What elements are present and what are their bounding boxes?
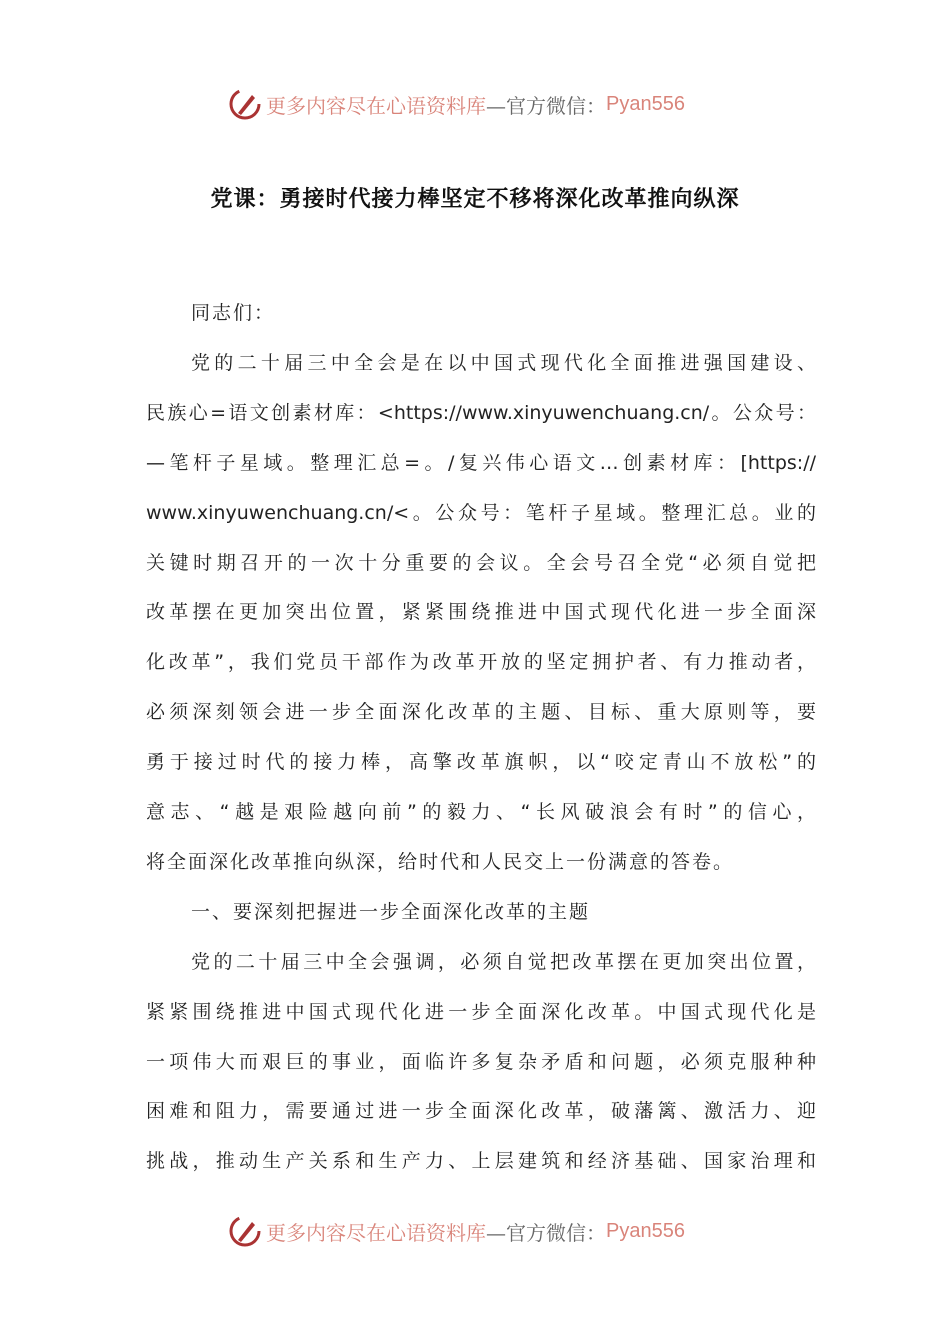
watermark-text: 更多内容尽在心语资料库: [266, 1220, 486, 1245]
text-line: 挑战，推动生产关系和生产力、上层建筑和经济基础、国家治理和: [146, 1150, 816, 1173]
text-line: 关键时期召开的一次十分重要的会议。全会号召全党“必须自觉把: [146, 551, 816, 574]
watermark-wechat-label: —官方微信：: [486, 1220, 606, 1245]
text-line: 意志、“越是艰险越向前”的毅力、“长风破浪会有时”的信心，: [146, 801, 816, 823]
document-title: 党课：勇接时代接力棒坚定不移将深化改革推向纵深: [210, 187, 740, 212]
text-line: 党的二十届三中全会强调，必须自觉把改革摆在更加突出位置，: [191, 950, 816, 973]
text-line: —笔杆子星域。整理汇总=。/复兴伟心语文…创素材库：[https://: [146, 451, 816, 474]
text-line: 勇于接过时代的接力棒，高擎改革旗帜，以“咬定青山不放松”的: [146, 751, 816, 774]
section-heading: 一、要深刻把握进一步全面深化改革的主题: [191, 900, 591, 923]
text-line: 党的二十届三中全会是在以中国式现代化全面推进强国建设、: [191, 351, 816, 374]
footer-watermark: [228, 1213, 685, 1249]
text-line: 紧紧围绕推进中国式现代化进一步全面深化改革。中国式现代化是: [146, 1000, 816, 1023]
watermark-wechat-label: —官方微信：: [486, 93, 606, 118]
header-watermark: [228, 86, 685, 122]
text-line: 必须深刻领会进一步全面深化改革的主题、目标、重大原则等，要: [146, 701, 816, 724]
text-line: 改革摆在更加突出位置，紧紧围绕推进中国式现代化进一步全面深: [146, 601, 816, 624]
text-line: 同志们：: [191, 302, 276, 324]
text-line: 将全面深化改革推向纵深，给时代和人民交上一份满意的答卷。: [146, 850, 735, 873]
text-line: 一项伟大而艰巨的事业，面临许多复杂矛盾和问题，必须克服种种: [146, 1050, 816, 1073]
text-line: 困难和阻力，需要通过进一步全面深化改革，破藩篱、激活力、迎: [146, 1100, 816, 1123]
pen-logo-icon: [228, 87, 262, 121]
text-line: 化改革”，我们党员干部作为改革开放的坚定拥护者、有力推动者，: [146, 651, 816, 674]
pen-logo-icon: [228, 1214, 262, 1248]
watermark-wechat-id: Pyan556: [606, 92, 685, 115]
watermark-text: 更多内容尽在心语资料库: [266, 93, 486, 118]
text-line: www.xinyuwenchuang.cn/<。公众号：笔杆子星域。整理汇总。业的: [146, 501, 816, 524]
text-line: 民族心=语文创素材库：<https://www.xinyuwenchuang.cn/。公众号：: [146, 401, 816, 424]
watermark-wechat-id: Pyan556: [606, 1219, 685, 1242]
